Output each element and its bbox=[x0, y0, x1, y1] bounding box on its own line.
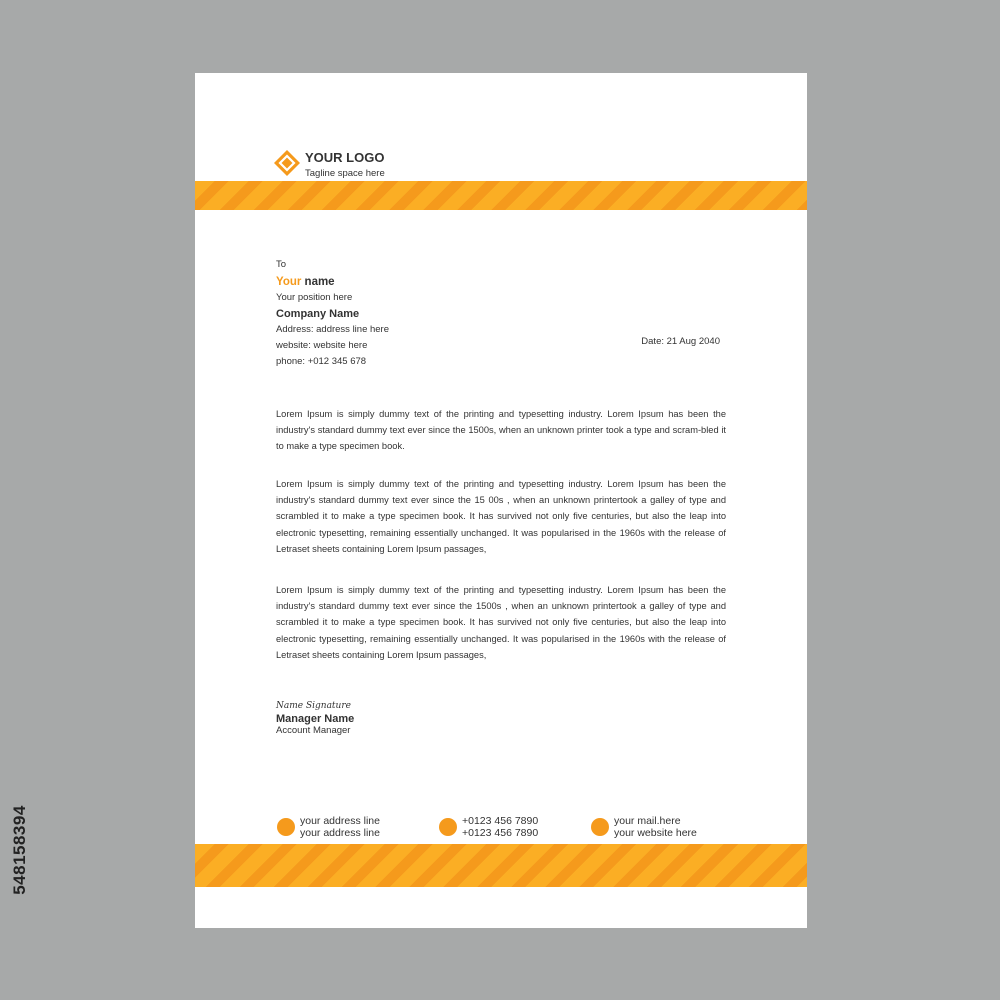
footer-stripe-band bbox=[195, 844, 807, 887]
body-paragraph-1: Lorem Ipsum is simply dummy text of the printing and typesetting industry. Lorem Ipsum has been the industry's standard dummy text ever since the 1500s, when an unknown printer took a type and scram-bled it to make a type specimen book. bbox=[276, 409, 726, 452]
footer-address-line-2: your address line bbox=[300, 827, 380, 839]
body-paragraph-3: Lorem Ipsum is simply dummy text of the printing and typesetting industry. Lorem Ipsum has been the industry's standard dummy text ever since the 1500s , when an unknown printertook a galley of type and scrambled it to make a type specimen book. It has survived not only five centuries, but also the leap into electronic typesetting, remaining essentially unchanged. It was popularised in the 1960s with the release of Letraset sheets containing Lorem Ipsum passages, bbox=[276, 585, 726, 660]
recipient-address: Address: address line here bbox=[276, 324, 390, 335]
recipient-block bbox=[276, 257, 389, 370]
diamond-logo-icon bbox=[273, 149, 301, 177]
location-dot-icon bbox=[277, 818, 295, 836]
recipient-website: website: website here bbox=[276, 340, 368, 351]
logo-tagline: Tagline space here bbox=[305, 168, 385, 179]
letterhead-page bbox=[195, 73, 807, 928]
mail-dot-icon bbox=[591, 818, 609, 836]
recipient-name bbox=[276, 274, 389, 290]
recipient-name-highlight: Your bbox=[276, 276, 302, 288]
footer-address-line-1: your address line bbox=[300, 815, 380, 827]
footer-website: your website here bbox=[614, 827, 697, 839]
stock-id-text: 548158394 bbox=[10, 805, 29, 895]
recipient-company: Company Name bbox=[276, 308, 360, 320]
logo-title: YOUR LOGO bbox=[305, 150, 385, 165]
signature-script: Name Signature bbox=[276, 701, 351, 711]
to-label: To bbox=[276, 259, 287, 270]
footer-phone-line-1: +0123 456 7890 bbox=[462, 815, 539, 827]
recipient-phone: phone: +012 345 678 bbox=[276, 356, 367, 367]
header-stripe-band bbox=[195, 181, 807, 210]
stock-id-label bbox=[8, 760, 32, 940]
letter-date: Date: 21 Aug 2040 bbox=[641, 336, 720, 347]
footer-mail: your mail.here bbox=[614, 815, 681, 827]
signature-title: Account Manager bbox=[276, 725, 351, 736]
signature-name: Manager Name bbox=[276, 713, 355, 725]
footer-phone-line-2: +0123 456 7890 bbox=[462, 827, 539, 839]
recipient-name-rest: name bbox=[301, 276, 335, 288]
signature-block bbox=[276, 701, 354, 736]
recipient-position: Your position here bbox=[276, 292, 353, 303]
body-paragraph-2: Lorem Ipsum is simply dummy text of the printing and typesetting industry. Lorem Ipsum has been the industry's standard dummy text ever since the 15 00s , when an unknown printertook a galley of type and scrambled it to make a type specimen book. It has survived not only five centuries, but also the leap into electronic typesetting, remaining essentially unchanged. It was popularised in the 1960s with the release of Letraset sheets containing Lorem Ipsum passages, bbox=[276, 479, 726, 554]
phone-dot-icon bbox=[439, 818, 457, 836]
